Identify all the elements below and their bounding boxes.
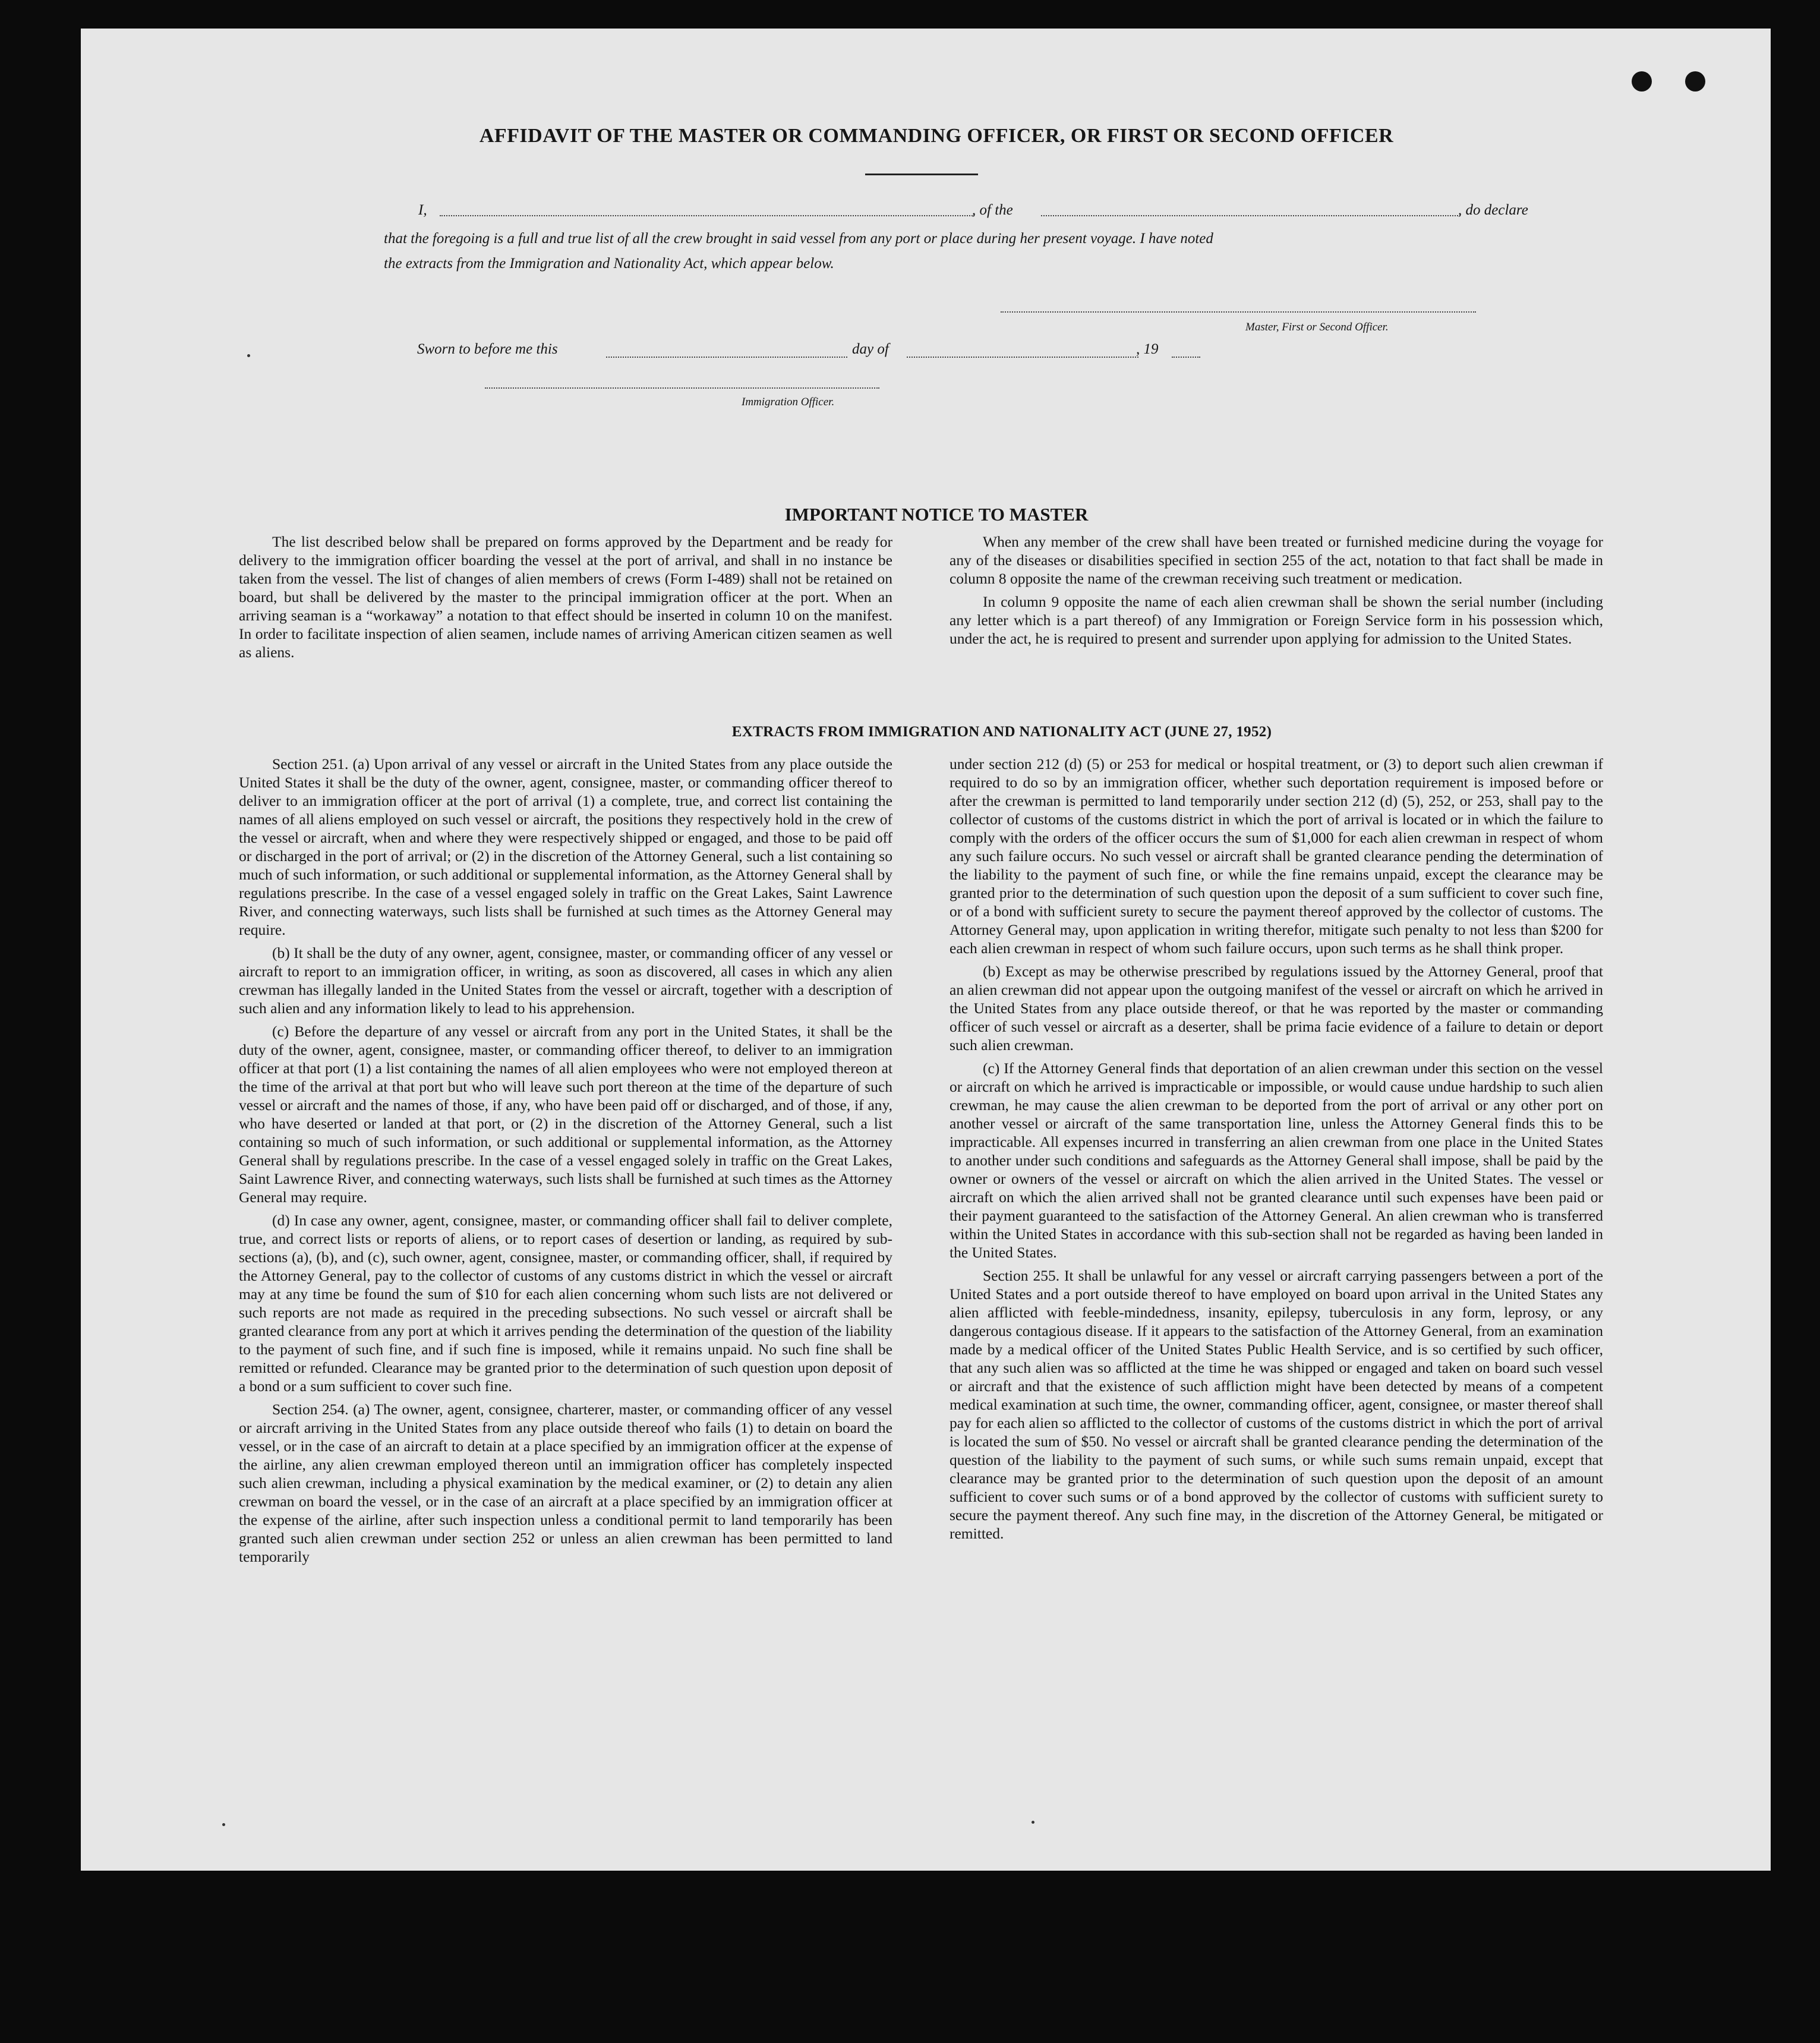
title-rule — [865, 174, 978, 175]
sworn-label: Sworn to before me this — [417, 341, 558, 357]
do-declare-label: , do declare — [1458, 202, 1528, 218]
master-signature-line[interactable] — [1001, 311, 1476, 313]
section-254-a: Section 254. (a) The owner, agent, consignee, charterer, master, or commanding officer of any vessel or aircraft arriving in the United States from any place outside thereof who fails (1) to detain on board the vessel, or in the case of an aircraft to detain at a place specified by an immigration officer at the expense of the airline, any alien crewman employed thereon until an immigration officer has completely inspected such alien crewman, including a physical examination by the medical examiner, or (2) to detain any alien crewman on board the vessel, or in the case of an aircraft at a place specified by an immigration officer at the expense of the airline, after such inspection unless a conditional permit to land temporarily has been granted such alien crewman under section 252 or unless an alien crewman has been permitted to land temporarily — [239, 1401, 892, 1565]
sworn-month-line[interactable] — [907, 357, 1138, 358]
affidavit-title: AFFIDAVIT OF THE MASTER OR COMMANDING OFFICER, OR FIRST OR SECOND OFFICER — [479, 125, 1394, 147]
section-254-a-continued: under section 212 (d) (5) or 253 for medical or hospital treatment, or (3) to deport such alien crewman if required to do so by an immigration officer, whether such deportation requirement is imposed before or after the crewman is permitted to land temporarily under section 212 (d) (5), 252, or 253, shall pay to the collector of customs of the customs district in which the port of arrival is located or in which the failure to comply with the orders of the officer occurs the sum of $1,000 for each alien crewman in respect of whom any such failure occurs. No such vessel or aircraft shall be granted clearance pending the determination of the liability to the payment of such fine, or while the fine remains unpaid, except the clearance may be granted prior to the determination of such question upon the deposit of a sum sufficient to cover such fine, or of a bond with sufficient surety to secure the payment thereof approved by the collector of customs. The Attorney General may, upon application in writing therefor, mitigate such penalty to not less than $200 for each alien crewman in respect of whom such failure occurs, upon such terms as he shall think proper. — [950, 755, 1603, 957]
scan-speck — [247, 354, 250, 357]
immigration-officer-label: Immigration Officer. — [742, 396, 835, 408]
scan-speck — [222, 1823, 225, 1826]
sworn-day-line[interactable] — [606, 357, 847, 358]
punch-hole — [1632, 71, 1652, 92]
notice-right-paragraph-2: In column 9 opposite the name of each alien crewman shall be shown the serial number (including any letter which is a part thereof) of any Immigration or Foreign Service form in his possession which, under the act, he is required to present and surrender upon applying for admission to the United States. — [950, 593, 1603, 647]
document-page — [81, 29, 1771, 1871]
immigration-officer-signature-line[interactable] — [485, 387, 879, 389]
day-of-label: day of — [852, 341, 889, 357]
notice-right-paragraph-1: When any member of the crew shall have been treated or furnished medicine during the voyage for any of the diseases or disabilities specified in section 255 of the act, notation to that fact shall be made in column 8 opposite the name of the crewman receiving such treatment or medication. — [950, 533, 1603, 587]
of-the-label: , of the — [972, 202, 1013, 218]
year-label: , 19 — [1136, 341, 1159, 357]
section-255: Section 255. It shall be unlawful for any vessel or aircraft carrying passengers between a port of the United States and a port outside thereof to have employed on board upon arrival in the United States any alien afflicted with feeble-mindedness, insanity, epilepsy, tuberculosis in any form, leprosy, or any dangerous contagious disease. If it appears to the satisfaction of the Attorney General, from an examination made by a medical officer of the United States Public Health Service, and is so certified by such officer, that any such alien was so afflicted at the time he was shipped or engaged and taken on board such vessel or aircraft and that the existence of such affliction might have been detected by means of a competent medical examination at such time, the owner, commanding officer, agent, consignee, or master thereof shall pay for each alien so afflicted to the collector of customs of the customs district in which the port of arrival is located the sum of $50. No vessel or aircraft shall be granted clearance pending the determination of the question of the liability to the payment of such sums, or while such sums remain unpaid, except that clearance may be granted prior to the determination of such question upon the deposit of an amount sufficient to cover such sums or of a bond approved by the collector of customs with sufficient surety to secure the payment thereof. Any such fine may, in the discretion of the Attorney General, be mitigated or remitted. — [950, 1267, 1603, 1542]
punch-hole — [1685, 71, 1705, 92]
sworn-year-line[interactable] — [1172, 357, 1200, 358]
section-254-c: (c) If the Attorney General finds that deportation of an alien crewman under this section on the vessel or aircraft on which he arrived is impracticable or impossible, or would cause undue hardship to such alien crewman, he may cause the alien crewman to be deported from the port of arrival or any other port on another vessel or aircraft of the same transportation line, unless the Attorney General finds this to be impracticable. All expenses incurred in transferring an alien crewman from one place in the United States to another under such conditions and safeguards as the Attorney General shall impose, shall be paid by the owner or owners of the vessel or aircraft on which the alien arrived in the United States. The vessel or aircraft on which the alien arrived shall not be granted clearance until such expenses have been paid or their payment guaranteed to the satisfaction of the Attorney General. An alien crewman who is transferred within the United States in accordance with this sub-section shall not be regarded as having been landed in the United States. — [950, 1060, 1603, 1261]
vessel-name-line[interactable] — [1041, 215, 1461, 216]
section-251-b: (b) It shall be the duty of any owner, agent, consignee, master, or commanding officer of any vessel or aircraft to report to an immigration officer, in writing, as soon as discovered, all cases in which any alien crewman has illegally landed in the United States from the vessel or aircraft, together with a description of such alien and any information likely to lead to his apprehension. — [239, 944, 892, 1017]
scan-speck — [1032, 1821, 1034, 1824]
master-signature-label: Master, First or Second Officer. — [1245, 321, 1389, 333]
declarant-i-label: I, — [418, 202, 427, 218]
notice-right-column — [950, 532, 1603, 648]
notice-left-column — [239, 532, 892, 661]
extracts-right-column — [950, 755, 1603, 1543]
notice-heading: IMPORTANT NOTICE TO MASTER — [784, 504, 1089, 525]
declaration-statement-line-2: the extracts from the Immigration and Nationality Act, which appear below. — [384, 256, 834, 272]
section-251-a: Section 251. (a) Upon arrival of any vessel or aircraft in the United States from any place outside the United States it shall be the duty of the owner, agent, consignee, master, or commanding officer thereof to deliver to an immigration officer at the port of arrival (1) a complete, true, and correct list containing the names of all aliens employed on such vessel or aircraft, the positions they respectively hold in the crew of the vessel or aircraft, when and where they were respectively shipped or engaged, and those to be paid off or discharged in the port of arrival; or (2) in the discretion of the Attorney General, such a list containing so much of such information, or such additional or supplemental information, as the Attorney General shall by regulations prescribe. In the case of a vessel engaged solely in traffic on the Great Lakes, Saint Lawrence River, and connecting waterways, such lists shall be furnished at such times as the Attorney General may require. — [239, 755, 892, 938]
declaration-statement-line-1: that the foregoing is a full and true list of all the crew brought in said vessel from any port or place during her present voyage. I have noted — [384, 231, 1213, 247]
section-251-d: (d) In case any owner, agent, consignee, master, or commanding officer shall fail to deliver complete, true, and correct lists or reports of aliens, or to report cases of desertion or landing, as required by sub-sections (a), (b), and (c), such owner, agent, consignee, master, or commanding officer, shall, if required by the Attorney General, pay to the collector of customs of any customs district in which the vessel or aircraft may at any time be found the sum of $10 for each alien concerning whom such lists are not delivered or such reports are not made as required in the preceding subsections. No such vessel or aircraft shall be granted clearance from any port at which it arrives pending the determination of the question of the liability to the payment of such fine, and if such fine is imposed, while it remains unpaid. No such fine shall be remitted or refunded. Clearance may be granted prior to the determination of such question upon deposit of a bond or a sum sufficient to cover such fine. — [239, 1212, 892, 1395]
section-254-b: (b) Except as may be otherwise prescribed by regulations issued by the Attorney General, proof that an alien crewman did not appear upon the outgoing manifest of the vessel or aircraft on which he arrived in the United States from any place outside thereof, or that he was reported by the master or commanding officer of such vessel or aircraft as a deserter, shall be prima facie evidence of a failure to detain or deport such alien crewman. — [950, 963, 1603, 1054]
extracts-left-column — [239, 755, 892, 1566]
section-251-c: (c) Before the departure of any vessel or aircraft from any port in the United States, it shall be the duty of the owner, agent, consignee, master, or commanding officer thereof, to deliver to an immigration officer at that port (1) a list containing the names of all alien employees who were not employed thereon at the time of the arrival at that port but who will leave such port thereon at the time of the departure of such vessel or aircraft and the names of those, if any, who have been paid off or discharged, and of those, if any, who have deserted or landed at that port, or (2) in the discretion of the Attorney General, such a list containing so much of such information, or such additional or supplemental information, as the Attorney General shall by regulations prescribe. In the case of a vessel engaged solely in traffic on the Great Lakes, Saint Lawrence River, and connecting waterways, such lists shall be furnished at such times as the Attorney General may require. — [239, 1023, 892, 1206]
declarant-name-line[interactable] — [440, 215, 974, 216]
notice-left-paragraph: The list described below shall be prepared on forms approved by the Department and be ready for delivery to the immigration officer boarding the vessel at the port of arrival, and shall in no instance be taken from the vessel. The list of changes of alien members of crews (Form I-489) shall not be retained on board, but shall be delivered by the master to the principal immigration officer at the port. When an arriving seaman is a “workaway” a notation to that effect should be inserted in column 10 on the manifest. In order to facilitate inspection of alien seamen, include names of arriving American citizen seamen as well as aliens. — [239, 533, 892, 661]
extracts-heading: EXTRACTS FROM IMMIGRATION AND NATIONALITY ACT (JUNE 27, 1952) — [731, 724, 1272, 740]
